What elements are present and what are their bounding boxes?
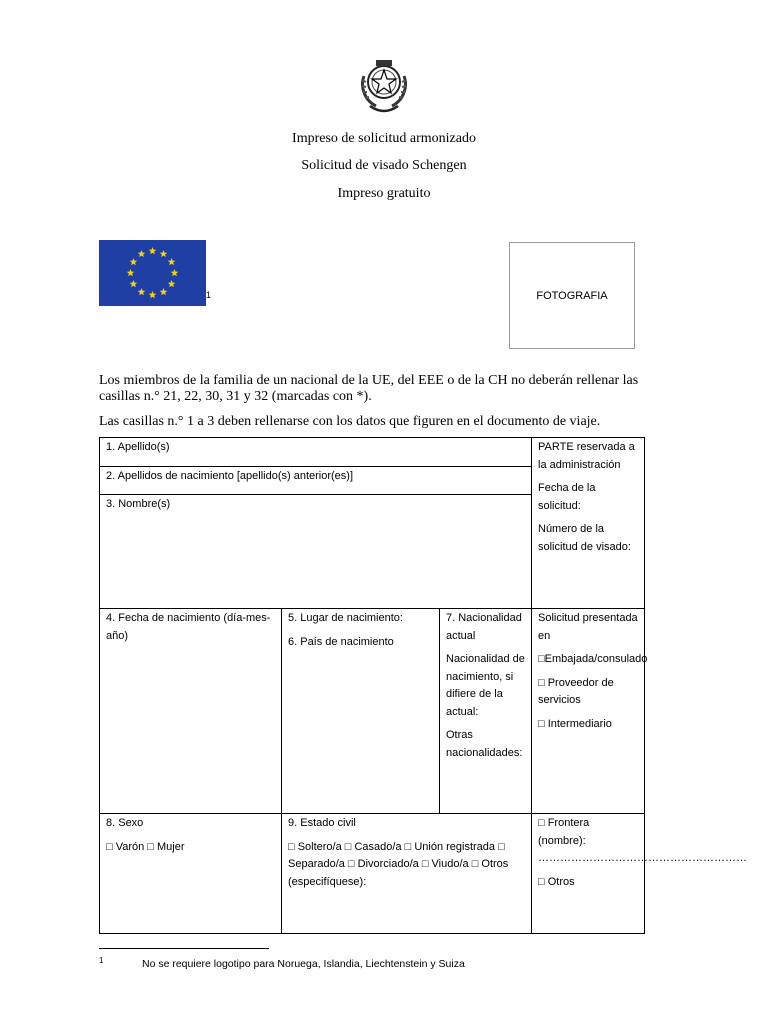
form-free-note: Impreso gratuito xyxy=(337,186,431,201)
field-surname[interactable]: 1. Apellido(s) xyxy=(100,438,532,467)
footnote-mark: 1 xyxy=(99,956,104,965)
admin-application-number: Número de la solicitud de visado: xyxy=(538,523,631,553)
italian-republic-emblem-icon xyxy=(356,56,412,118)
intro-travel-doc-note: Las casillas n.° 1 a 3 deben rellenarse con los datos que figuren en el documento de viaje. xyxy=(99,414,601,429)
field-birth-place-country[interactable] xyxy=(282,609,440,814)
field-birth-surname[interactable]: 2. Apellidos de nacimiento [apellido(s) anterior(es)] xyxy=(100,467,532,495)
field-birth-date[interactable]: 4. Fecha de nacimiento (día-mes-año) xyxy=(100,609,282,814)
field-other-nationalities-label: Otras nacionalidades: xyxy=(446,729,523,759)
submitted-embassy-option[interactable]: □Embajada/consulado xyxy=(538,653,648,665)
admin-reserved-cell xyxy=(532,438,645,609)
admin-border-cell xyxy=(532,814,747,934)
eu-flag-icon xyxy=(99,240,206,306)
other-option[interactable]: □ Otros xyxy=(538,875,575,888)
field-civil-status-options[interactable]: □ Soltero/a □ Casado/a □ Unión registrada □ Separado/a □ Divorciado/a □ Viudo/a □ Otros (especifíquese): xyxy=(288,840,509,888)
field-nationality-label: 7. Nacionalidad actual xyxy=(446,612,522,642)
field-birth-place-label: 5. Lugar de nacimiento: xyxy=(288,612,403,624)
field-nationality-birth-label: Nacionalidad de nacimiento, si difiere de la actual: xyxy=(446,653,525,718)
submitted-provider-option[interactable]: □ Proveedor de servicios xyxy=(538,676,614,706)
submitted-at-title: Solicitud presentada en xyxy=(538,612,638,642)
border-option[interactable]: □ Frontera (nombre): xyxy=(538,817,590,847)
field-birth-country-label: 6. País de nacimiento xyxy=(288,635,394,648)
field-civil-status-label: 9. Estado civil xyxy=(288,817,356,829)
form-subtitle: Solicitud de visado Schengen xyxy=(301,158,467,173)
field-first-names[interactable]: 3. Nombre(s) xyxy=(100,495,532,609)
field-sex-options[interactable]: □ Varón □ Mujer xyxy=(106,840,185,853)
flag-footnote-ref: 1 xyxy=(206,290,212,300)
field-nationality[interactable] xyxy=(440,609,532,814)
admin-submitted-at-cell xyxy=(532,609,648,814)
photo-label: FOTOGRAFIA xyxy=(536,289,608,302)
field-sex[interactable] xyxy=(100,814,282,934)
footnote-divider xyxy=(99,948,269,949)
intro-family-note: Los miembros de la familia de un nacional de la UE, del EEE o de la CH no deberán rellenar las casillas n.° 21, 22, 30, 31 y 32 (marcadas con *). xyxy=(99,373,639,404)
form-title: Impreso de solicitud armonizado xyxy=(292,131,476,146)
application-form-table xyxy=(99,437,747,934)
field-civil-status[interactable] xyxy=(282,814,532,934)
field-sex-label: 8. Sexo xyxy=(106,817,144,829)
admin-reserved-title: PARTE reservada a la administración xyxy=(538,441,635,471)
footnote-text: No se requiere logotipo para Noruega, Islandia, Liechtenstein y Suiza xyxy=(142,958,465,970)
submitted-intermediary-option[interactable]: □ Intermediario xyxy=(538,717,612,730)
admin-application-date: Fecha de la solicitud: xyxy=(538,482,596,512)
photo-placeholder xyxy=(509,242,635,349)
border-name-dots: ………………………………………………… xyxy=(538,852,747,864)
